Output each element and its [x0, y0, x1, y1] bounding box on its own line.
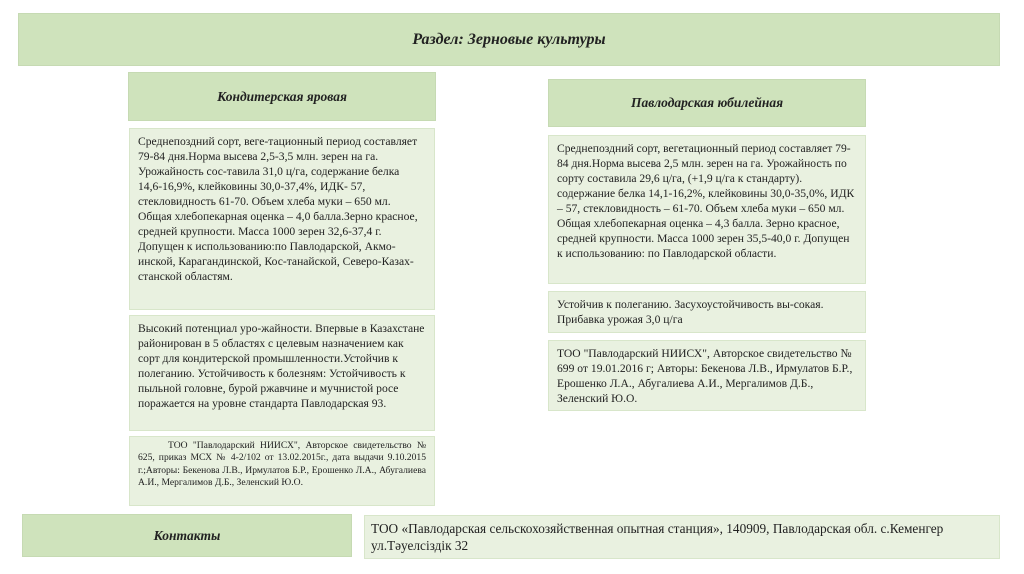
contacts-label-box: [22, 514, 352, 557]
left-features: Высокий потенциал уро-жайности. Впервые в Казахстане районирован в 5 областях с целевым назначением как сорт для кондитерской промышленности.Устойчив к полеганию. Устойчивость к болезням: Устойчивость к пыльной головне, бурой ржавчине и мучнистой росе поражается на уровне стандарта Павлодарская 93.: [138, 322, 425, 410]
right-features: Устойчив к полеганию. Засухоустойчивость вы-сокая. Прибавка урожая 3,0 ц/га: [557, 298, 824, 326]
right-variety-title: Павлодарская юбилейная: [630, 95, 784, 110]
right-features-box: [548, 291, 866, 333]
right-certificate-box: [548, 340, 866, 411]
right-description-box: [548, 135, 866, 284]
section-header: [18, 13, 1000, 66]
contacts-label: Контакты: [153, 527, 221, 543]
left-description-box: [129, 128, 435, 310]
right-variety-title-box: [548, 79, 866, 127]
contacts-text-box: [364, 515, 1000, 559]
left-certificate: ТОО "Павлодарский НИИСХ", Авторское свидетельство № 625, приказ МСХ № 4-2/102 от 13.02.2015г., дата выдачи 9.10.2015 г.;Авторы: Бекенова Л.В., Ирмулатов Б.Р., Ерошенко Л.А., Абугалиева А.И., Мергалимов Д.Б., Зеленский Ю.О.: [138, 440, 426, 489]
contacts-text: ТОО «Павлодарская сельскохозяйственная опытная станция», 140909, Павлодарская обл. с.Кеменгер ул.Тәуелсіздік 32: [371, 521, 944, 553]
left-certificate-box: [129, 436, 435, 506]
left-variety-title: Кондитерская яровая: [217, 88, 347, 104]
right-description: Среднепоздний сорт, вегетационный период составляет 79-84 дня.Норма высева 2,5 млн. зерен на га. Урожайность по сорту составила 29,6 ц/га, (+1,9 ц/га к стандарту). содержание белка 14,1-16,2%, клейковины 30,0-35,0%, ИДК – 57, стекловидность – 61-70. Объем хлеба муки – 650 мл. Общая хлебопекарная оценка – 4,3 балла. Зерно красное, средней крупности. Масса 1000 зерен 35,5-40,0 г. Допущен к использованию: по Павлодарской области.: [557, 142, 855, 260]
left-description: Среднепоздний сорт, веге-тационный период составляет 79-84 дня.Норма высева 2,5-3,5 млн. зерен на га. Урожайность сос-тавила 31,0 ц/га, содержание белка 14,6-16,9%, клейковины 30,0-37,4%, ИДК- 57, стекловидность 61-70. Объем хлеба муки – 650 мл. Общая хлебопекарная оценка – 4,0 балла.Зерно красное, средней крупности. Масса 1000 зерен 32,6-37,4 г. Допущен к использованию:по Павлодарской, Акмо-инской, Карагандинской, Кос-танайской, Северо-Казах-станской областям.: [138, 135, 418, 283]
section-title: Раздел: Зерновые культуры: [412, 30, 606, 48]
right-certificate: ТОО "Павлодарский НИИСХ", Авторское свидетельство № 699 от 19.01.2016 г; Авторы: Бекенова Л.В., Ирмулатов Б.Р., Ерошенко Л.А., Абугалиева А.И., Мергалимов Д.Б., Зеленский Ю.О.: [557, 347, 853, 405]
left-features-box: [129, 315, 435, 431]
left-variety-title-box: [128, 72, 436, 121]
